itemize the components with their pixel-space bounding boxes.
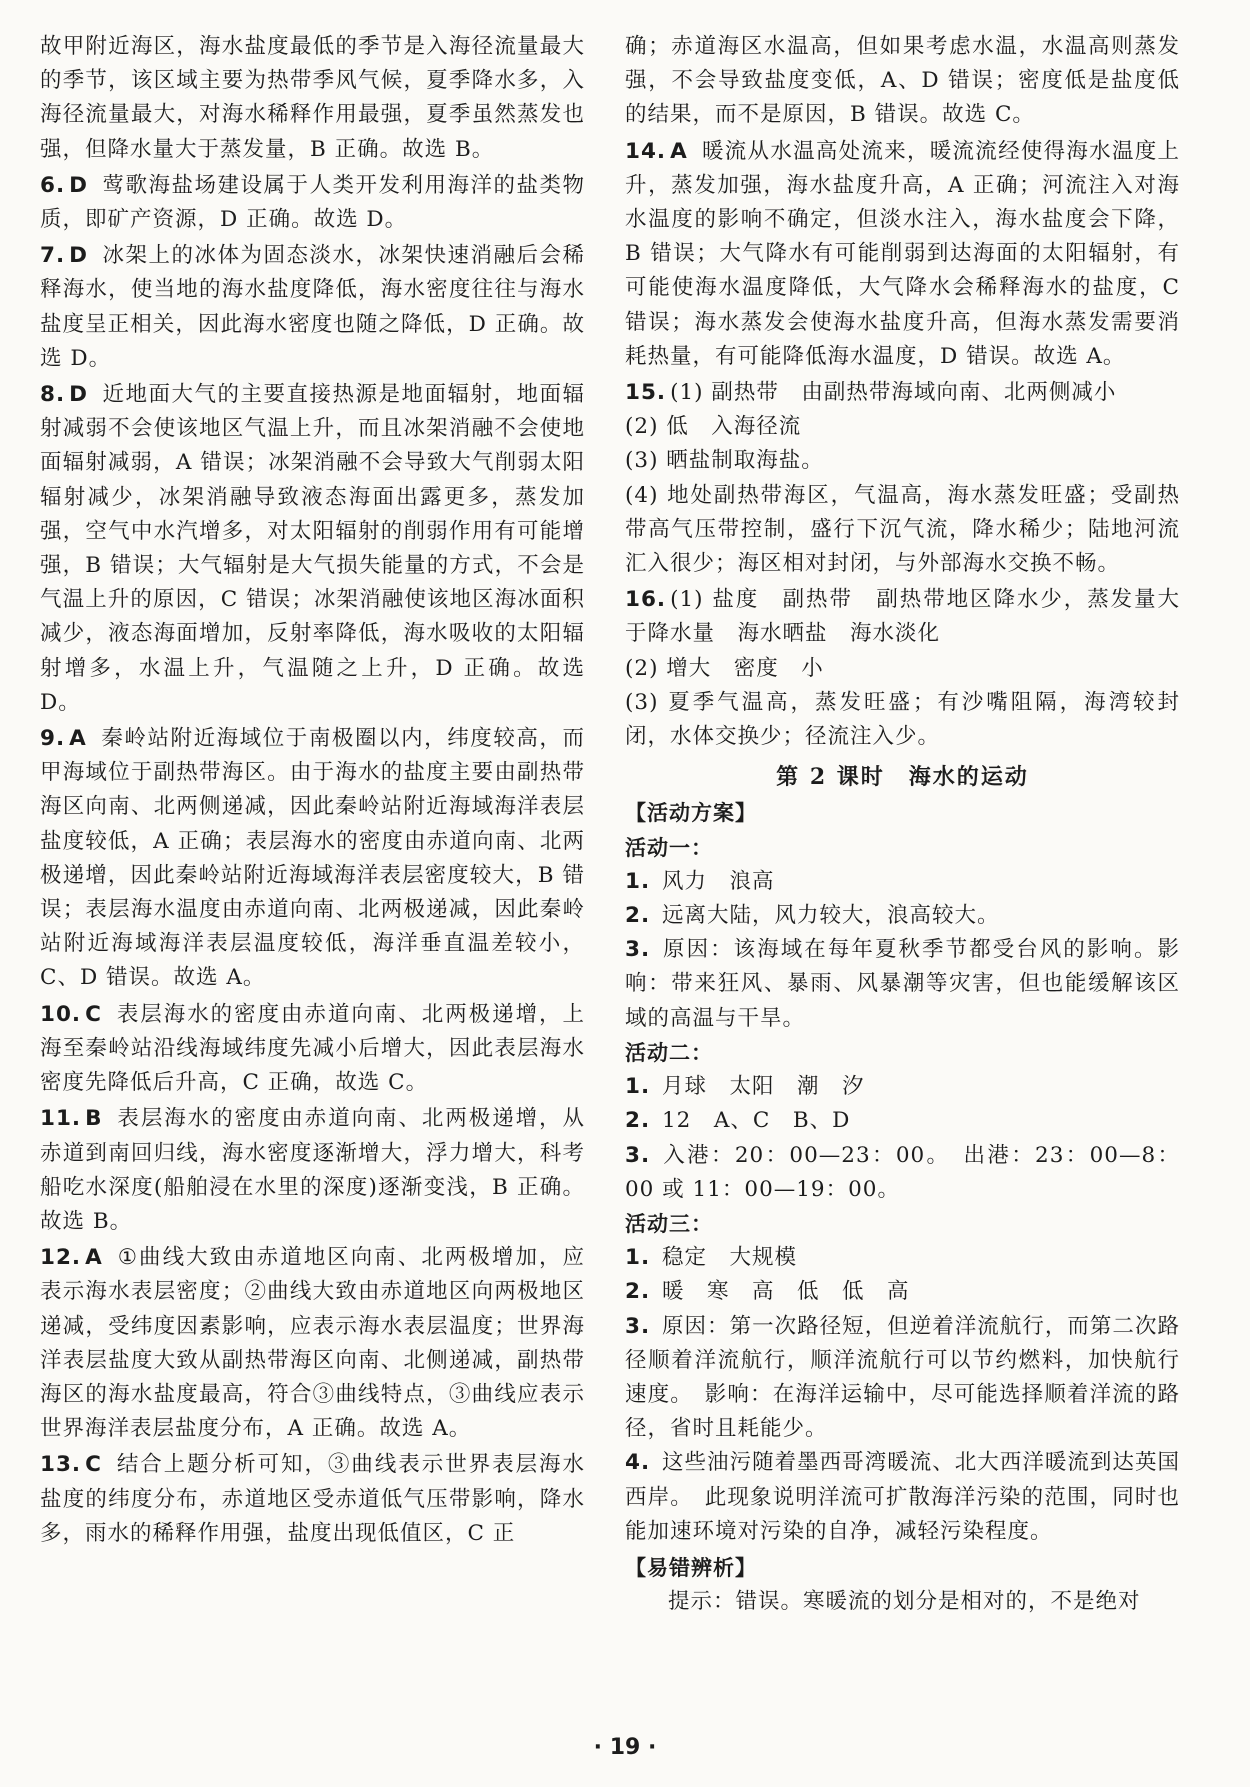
item-text: 稳定 大规模 — [661, 1245, 797, 1271]
activity-1-title: 活动一： — [625, 835, 713, 860]
item-number: 3. — [625, 937, 651, 963]
answer-16-part-2: (2) 增大 密度 小 — [625, 655, 824, 681]
answer-16-part-3: (3) 夏季气温高，蒸发旺盛；有沙嘴阻隔，海湾较封闭，水体交换少；径流注入少。 — [625, 689, 1180, 750]
question-number: 10. — [40, 1001, 82, 1027]
lesson-title: 第 2 课时 海水的运动 — [776, 764, 1029, 791]
answer-text: 冰架上的冰体为固态淡水，冰架快速消融后会稀释海水，使当地的海水盐度降低，海水密度往往与海水盐度呈正相关，因此海水密度也随之降低，D 正确。故选 D。 — [40, 243, 585, 371]
answer-letter: C — [85, 1452, 102, 1478]
question-number: 9. — [40, 726, 66, 752]
answer-16-part-1 — [625, 583, 1180, 651]
answer-11 — [40, 1102, 585, 1239]
answer-letter: D — [69, 172, 88, 198]
answer-text: 表层海水的密度由赤道向南、北两极递增，上海至秦岭站沿线海域纬度先减小后增大，因此表层海水密度先降低后升高，C 正确，故选 C。 — [40, 1001, 585, 1096]
item-number: 2. — [625, 1108, 651, 1134]
answer-text: ①曲线大致由赤道地区向南、北两极增加，应表示海水表层密度；②曲线大致由赤道地区向两极地区递减，受纬度因素影响，应表示海水表层温度；世界海洋表层盐度大致从副热带海区向南、北侧递减，副热带海区的海水盐度最高，符合③曲线特点，③曲线应表示世界海洋表层盐度分布，A 正确。故选 A。 — [40, 1245, 585, 1442]
page-number: · 19 · — [593, 1735, 657, 1760]
question-number: 14. — [625, 138, 667, 164]
item-number: 1. — [625, 1074, 651, 1100]
question-number: 7. — [40, 243, 66, 269]
activity-2-title: 活动二： — [625, 1040, 713, 1065]
answer-letter: D — [69, 243, 88, 269]
item-text: 这些油污随着墨西哥湾暖流、北大西洋暖流到达英国西岸。 此现象说明洋流可扩散海洋污染的范围，同时也能加速环境对污染的自净，减轻污染程度。 — [625, 1450, 1180, 1544]
answer-letter: A — [670, 138, 688, 164]
activity-1-item-1 — [625, 865, 1180, 899]
answer-letter: B — [85, 1106, 103, 1132]
answer-letter: C — [85, 1001, 102, 1027]
activity-3-item-2 — [625, 1275, 1180, 1309]
item-text: 风力 浪高 — [661, 868, 775, 894]
item-number: 2. — [625, 1279, 651, 1305]
item-number: 4. — [625, 1450, 651, 1476]
item-number: 1. — [625, 1245, 651, 1271]
hint-text: 提示：错误。寒暖流的划分是相对的，不是绝对 — [668, 1589, 1141, 1615]
answer-letter: A — [85, 1245, 103, 1271]
activity-1-item-3 — [625, 933, 1180, 1036]
activity-1-item-2 — [625, 899, 1180, 933]
answer-8 — [40, 378, 585, 720]
activity-3-title: 活动三： — [625, 1211, 713, 1236]
activity-3-item-4 — [625, 1446, 1180, 1549]
answer-13 — [40, 1448, 585, 1551]
question-number: 13. — [40, 1452, 82, 1478]
answer-text: 暖流从水温高处流来，暖流流经使得海水温度上升，蒸发加强，海水盐度升高，A 正确；河流注入对海水温度的影响不确定，但淡水注入，海水盐度会下降，B 错误；大气降水有可能削弱到达海面的太阳辐射，有可能使海水温度降低，大气降水会稀释海水的盐度，C 错误；海水蒸发会使海水盐度升高，但海水蒸发需要消耗热量，有可能降低海水温度，D 错误。故选 A。 — [625, 138, 1180, 369]
question-number: 8. — [40, 382, 66, 408]
answer-13-continued: 确；赤道海区水温高，但如果考虑水温，水温高则蒸发强，不会导致盐度变低，A、D 错误；密度低是盐度低的结果，而不是原因，B 错误。故选 C。 — [625, 34, 1180, 128]
item-text: 原因：第一次路径短，但逆着洋流航行，而第二次路径顺着洋流航行，顺洋流航行可以节约燃料，加快航行速度。 影响：在海洋运输中，尽可能选择顺着洋流的路径，省时且耗能少。 — [625, 1313, 1180, 1442]
question-number: 11. — [40, 1106, 82, 1132]
answer-15-part-1 — [625, 376, 1180, 410]
item-number: 1. — [625, 868, 651, 894]
answer-15-part-3: (3) 晒盐制取海盐。 — [625, 448, 824, 474]
answer-text: 表层海水的密度由赤道向南、北两极递增，从赤道到南回归线，海水密度逐渐增大，浮力增大，科考船吃水深度(船舶浸在水里的深度)逐渐变浅，B 正确。故选 B。 — [40, 1106, 585, 1234]
answer-15-part-2: (2) 低 入海径流 — [625, 414, 802, 440]
answer-15-part-4: (4) 地处副热带海区，气温高，海水蒸发旺盛；受副热带高气压带控制，盛行下沉气流，降水稀少；陆地河流汇入很少；海区相对封闭，与外部海水交换不畅。 — [625, 482, 1180, 577]
activity-plan-heading: 【活动方案】 — [625, 801, 757, 826]
answer-text: 秦岭站附近海域位于南极圈以内，纬度较高，而甲海域位于副热带海区。由于海水的盐度主要由副热带海区向南、北两侧递减，因此秦岭站附近海域海洋表层盐度较低，A 正确；表层海水的密度由赤道向南、北两极递增，因此秦岭站附近海域海洋表层密度较大，B 错误；表层海水温度由赤道向南、北两极递减，因此秦岭站附近海域海洋表层温度较低，海洋垂直温差较小，C、D 错误。故选 A。 — [40, 726, 585, 991]
intro-paragraph: 故甲附近海区，海水盐度最低的季节是入海径流量最大的季节，该区域主要为热带季风气候，夏季降水多，入海径流量最大，对海水稀释作用最强，夏季虽然蒸发也强，但降水量大于蒸发量，B 正确。故选 B。 — [40, 34, 585, 162]
left-column — [40, 30, 585, 1551]
answer-7 — [40, 239, 585, 376]
question-number: 15. — [625, 380, 667, 406]
activity-2-item-3 — [625, 1139, 1180, 1207]
answer-6 — [40, 169, 585, 237]
common-errors-heading: 【易错辨析】 — [625, 1555, 757, 1580]
answer-12 — [40, 1241, 585, 1446]
right-column — [625, 30, 1180, 1619]
answer-text: 结合上题分析可知，③曲线表示世界表层海水盐度的纬度分布，赤道地区受赤道低气压带影响，降水多，雨水的稀释作用强，盐度出现低值区，C 正 — [40, 1452, 585, 1546]
answer-letter: D — [69, 382, 88, 408]
item-number: 2. — [625, 903, 651, 929]
item-text: 暖 寒 高 低 低 高 — [661, 1279, 910, 1305]
answer-text: 近地面大气的主要直接热源是地面辐射，地面辐射减弱不会使该地区气温上升，而且冰架消融不会使地面辐射减弱，A 错误；冰架消融不会导致大气削弱太阳辐射减少，冰架消融导致液态海面出露更多，蒸发加强，空气中水汽增多，对太阳辐射的削弱作用有可能增强，B 错误；大气辐射是大气损失能量的方式，不会是气温上升的原因，C 错误；冰架消融使该地区海冰面积减少，液态海面增加，反射率降低，海水吸收的太阳辐射增多，水温上升，气温随之上升，D 正确。故选 D。 — [40, 382, 585, 715]
answer-text: (1) 副热带 由副热带海域向南、北两侧减小 — [670, 380, 1117, 406]
item-number: 3. — [625, 1142, 651, 1168]
question-number: 6. — [40, 172, 66, 198]
activity-3-item-3 — [625, 1310, 1180, 1447]
answer-9 — [40, 722, 585, 996]
question-number: 16. — [625, 587, 667, 613]
question-number: 12. — [40, 1245, 82, 1271]
item-text: 远离大陆，风力较大，浪高较大。 — [661, 903, 1000, 929]
answer-10 — [40, 998, 585, 1101]
answer-letter: A — [69, 726, 87, 752]
answer-14 — [625, 135, 1180, 374]
answer-text: 莺歌海盐场建设属于人类开发利用海洋的盐类物质，即矿产资源，D 正确。故选 D。 — [40, 172, 585, 233]
activity-3-item-1 — [625, 1241, 1180, 1275]
item-text: 原因：该海域在每年夏秋季节都受台风的影响。影响：带来狂风、暴雨、风暴潮等灾害，但也能缓解该区域的高温与干旱。 — [625, 937, 1180, 1031]
item-number: 3. — [625, 1313, 651, 1339]
item-text: 12 A、C B、D — [661, 1108, 851, 1134]
item-text: 月球 太阳 潮 汐 — [661, 1074, 865, 1100]
item-text: 入港：20：00—23：00。 出港：23：00—8：00 或 11：00—19：00。 — [625, 1142, 1180, 1202]
activity-2-item-1 — [625, 1070, 1180, 1104]
activity-2-item-2 — [625, 1104, 1180, 1138]
answer-text: (1) 盐度 副热带 副热带地区降水少，蒸发量大于降水量 海水晒盐 海水淡化 — [625, 587, 1180, 647]
